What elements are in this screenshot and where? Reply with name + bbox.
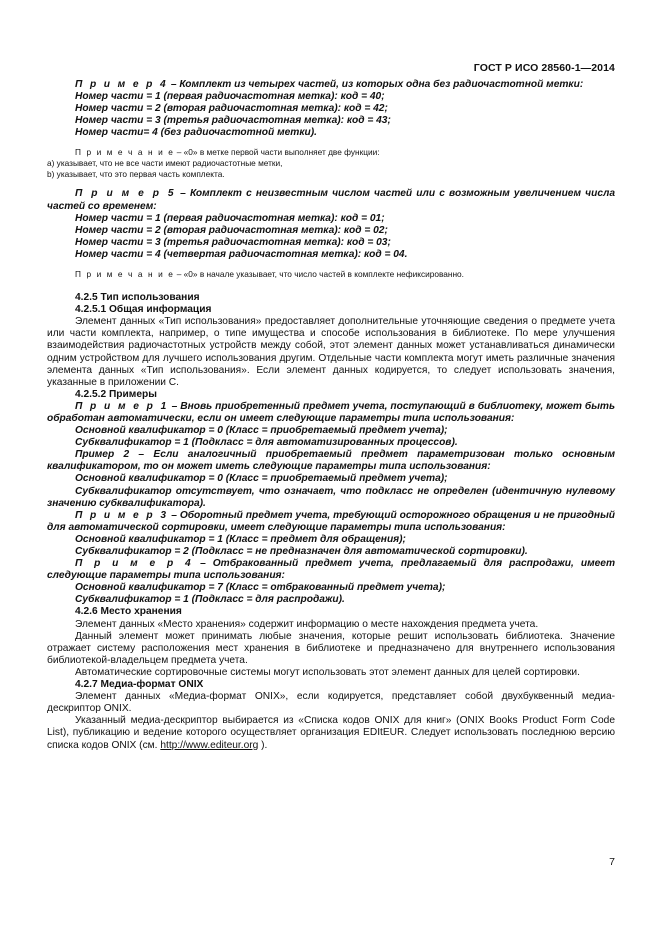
example-label: П р и м е р 3: [75, 509, 169, 521]
usage-example-4-line: Основной квалификатор = 7 (Класс = отбракованный предмет учета);: [75, 582, 446, 594]
note-1-item: b) указывает, что это первая часть комплекта.: [47, 169, 225, 180]
example-5-line: Номер части = 3 (третья радиочастотная метка): код = 03;: [75, 236, 391, 248]
section-4-2-6-heading: 4.2.6 Место хранения: [75, 606, 182, 618]
section-4-2-5-1-heading: 4.2.5.1 Общая информация: [75, 304, 212, 316]
usage-example-1-line: Субквалификатор = 1 (Подкласс = для автоматизированных процессов).: [75, 437, 458, 449]
section-4-2-6-paragraph: Автоматические сортировочные системы могут использовать этот элемент данных для целей сортировки.: [75, 666, 580, 678]
section-4-2-6-paragraph: Элемент данных «Место хранения» содержит информацию о месте нахождения предмета учета.: [75, 618, 539, 630]
usage-example-3-line: Основной квалификатор = 1 (Класс = предмет для обращения);: [75, 533, 406, 545]
usage-example-4-line: Субквалификатор = 1 (Подкласс = для распродажи).: [75, 594, 345, 606]
usage-example-2-line: Основной квалификатор = 0 (Класс = приобретаемый предмет учета);: [75, 473, 448, 485]
example-5-line: Номер части = 1 (первая радиочастотная метка): код = 01;: [75, 212, 385, 224]
example-label: П р и м е р 4: [75, 558, 194, 570]
usage-example-1: П р и м е р 1 – Вновь приобретенный предмет учета, поступающий в библиотеку, может быть обработан автоматически, если он имеет следующие параметры типа использования:: [47, 400, 616, 424]
example-5-line: Номер части = 4 (четвертая радиочастотная метка): код = 04.: [75, 248, 408, 260]
example-label: П р и м е р 1: [75, 400, 169, 412]
example-4-heading: П р и м е р 4 – Комплект из четырех частей, из которых одна без радиочастотной метки:: [75, 79, 584, 90]
usage-example-4: П р и м е р 4 – Отбракованный предмет учета, предлагаемый для распродажи, имеет следующие параметры типа использования:: [47, 558, 615, 582]
page-number: 7: [609, 856, 615, 868]
usage-example-2: Пример 2 – Если аналогичный приобретаемый предмет параметризован только основным квалификатором, то он может иметь следующие параметры типа использования:: [47, 449, 615, 473]
section-4-2-7-heading: 4.2.7 Медиа-формат ONIX: [75, 679, 204, 691]
note-1: П р и м е ч а н и е – «0» в метке первой части выполняет две функции:: [75, 147, 380, 158]
usage-example-1-line: Основной квалификатор = 0 (Класс = приобретаемый предмет учета);: [75, 425, 448, 437]
section-4-2-6-paragraph: Данный элемент может принимать любые значения, которые решит использовать библиотека. Значение отражает систему расположения мест хранения в библиотеке и предназначено для внутреннего использования библиотекой-владельцем предмета учета.: [47, 630, 615, 666]
example-label: П р и м е р 4: [75, 79, 169, 90]
note-label: П р и м е ч а н и е: [75, 269, 175, 280]
example-4-line: Номер части= 4 (без радиочастотной метки).: [75, 127, 317, 139]
section-4-2-7-paragraph: Элемент данных «Медиа-формат ONIX», если кодируется, представляет собой двухбуквенный медиа-дескриптор ONIX.: [47, 691, 615, 715]
usage-example-3: П р и м е р 3 – Оборотный предмет учета, требующий осторожного обращения и не пригодный для автоматической сортировки, имеет следующие параметры типа использования:: [47, 509, 615, 533]
note-2: П р и м е ч а н и е – «0» в начале указывает, что число частей в комплекте нефиксированно.: [75, 269, 464, 280]
standard-header: ГОСТ Р ИСО 28560-1—2014: [473, 62, 615, 74]
note-1-item: a) указывает, что не все части имеют радиочастотные метки,: [47, 158, 283, 169]
section-4-2-5-heading: 4.2.5 Тип использования: [75, 292, 200, 304]
note-label: П р и м е ч а н и е: [75, 147, 175, 158]
example-5-heading: П р и м е р 5 – Комплект с неизвестным числом частей или с возможным увеличением числа частей со временем:: [47, 188, 615, 212]
usage-example-3-line: Субквалификатор = 2 (Подкласс = не предназначен для автоматической сортировки).: [75, 546, 528, 557]
example-label: П р и м е р 5: [75, 188, 176, 200]
example-4-line: Номер части = 1 (первая радиочастотная метка): код = 40;: [75, 91, 385, 103]
section-4-2-5-1-paragraph: Элемент данных «Тип использования» предоставляет дополнительные уточняющие сведения о предмете учета или части комплекта, например, о типе имущества и способе использования в библиотеке. По мере улучшения взаимодействия радиочастотных устройств между собой, этот элемент данных может устанавливаться динамически одним устройством для лучшего использования другим. Отдельные части комплекта могут иметь различные значения элемента данных «Тип использования». Если элемент данных кодируется, то следует использовать значения, указанные в приложении С.: [47, 316, 615, 388]
example-5-line: Номер части = 2 (вторая радиочастотная метка): код = 02;: [75, 224, 388, 236]
usage-example-2-line: Субквалификатор отсутствует, что означает, что подкласс не определен (идентичную нулевому значению субквалификатора).: [47, 485, 615, 509]
section-4-2-7-paragraph: Указанный медиа-дескриптор выбирается из «Списка кодов ONIX для книг» (ONIX Books Product Form Code List), публикацию и ведение которого осуществляет организация EDItEUR. Следует использовать последнюю версию списка кодов ONIX (см. http://www.editeur.org ).: [47, 715, 615, 751]
editeur-link[interactable]: http://www.editeur.org: [160, 739, 259, 751]
example-4-line: Номер части = 3 (третья радиочастотная метка): код = 43;: [75, 115, 391, 127]
section-4-2-5-2-heading: 4.2.5.2 Примеры: [75, 388, 157, 400]
page-content: [47, 79, 615, 752]
example-4-line: Номер части = 2 (вторая радиочастотная метка): код = 42;: [75, 103, 388, 115]
